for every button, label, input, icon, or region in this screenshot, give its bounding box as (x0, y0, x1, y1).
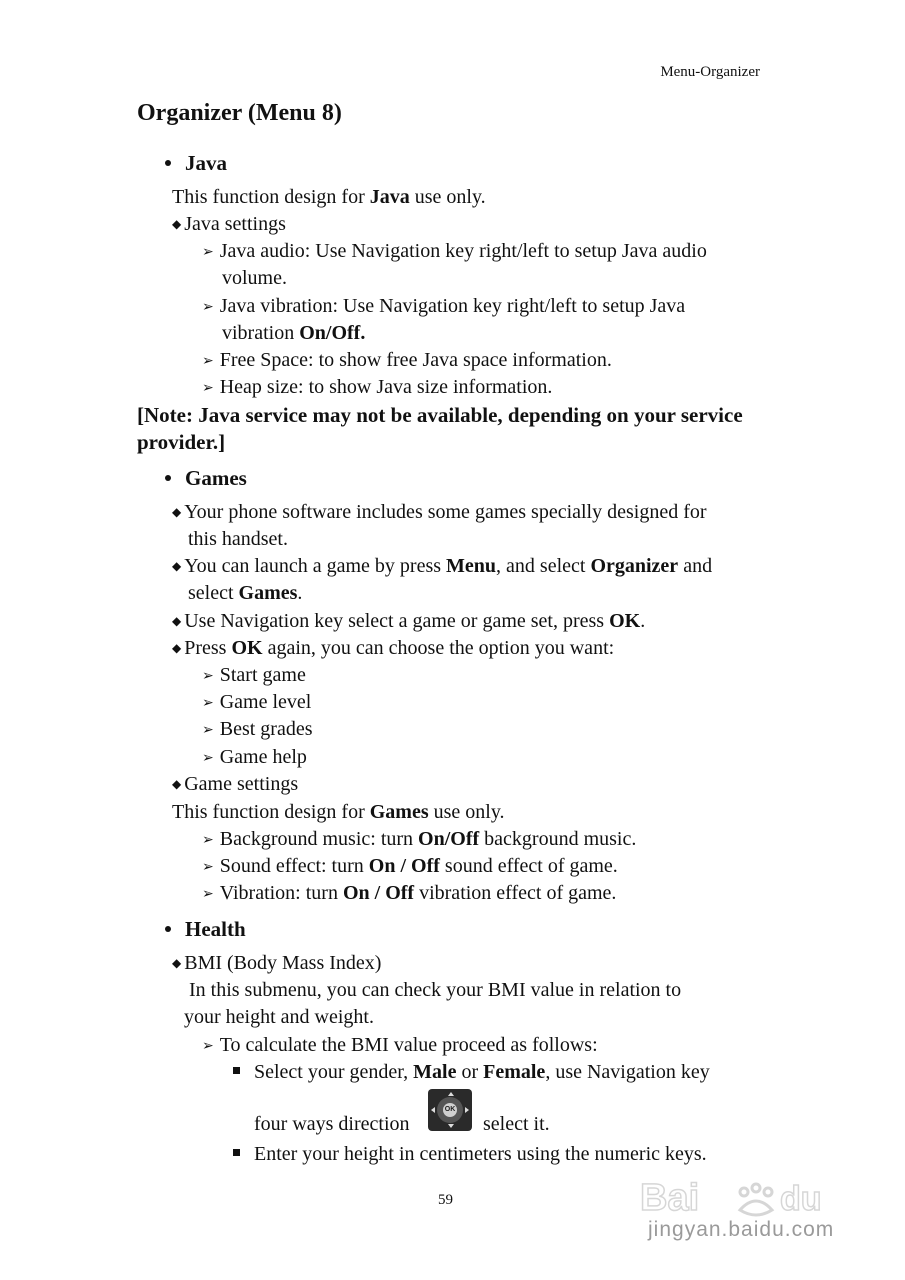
games-item-launch-cont: select Games. (188, 582, 303, 604)
bmi-calc-item: ➢ To calculate the BMI value proceed as follows: (202, 1032, 598, 1061)
java-heap-size-item: ➢ Heap size: to show Java size information. (202, 374, 552, 403)
page-title: Organizer (Menu 8) (137, 100, 342, 126)
game-settings-intro: This function design for Games use only. (172, 801, 505, 823)
java-note: [Note: Java service may not be available, depending on your service provider.] (137, 403, 743, 454)
bmi-direction-text-end: select it. (483, 1113, 550, 1135)
diamond-bullet-icon: ◆ (172, 505, 182, 519)
square-bullet-icon (233, 1149, 240, 1156)
bullet-dot-icon (165, 926, 171, 932)
square-bullet-icon (233, 1067, 240, 1074)
bmi-direction-text: four ways direction (254, 1113, 410, 1135)
bmi-gender-step: Select your gender, Male or Female, use Navigation key (233, 1059, 710, 1086)
diamond-bullet-icon: ◆ (172, 217, 182, 231)
game-background-music-item: ➢ Background music: turn On/Off background music. (202, 826, 636, 855)
page-number: 59 (438, 1192, 453, 1208)
games-item-navigate: ◆ Use Navigation key select a game or game set, press OK. (172, 608, 645, 637)
diamond-bullet-icon: ◆ (172, 956, 182, 970)
arrow-bullet-icon: ➢ (202, 245, 214, 260)
section-java: Java (165, 151, 227, 176)
games-item-launch: ◆ You can launch a game by press Menu, and select Organizer and (172, 553, 712, 582)
java-vibration-cont: vibration On/Off. (222, 322, 366, 344)
bmi-description: In this submenu, you can check your BMI value in relation to (189, 979, 682, 1001)
running-header: Menu-Organizer (660, 64, 760, 80)
arrow-bullet-icon: ➢ (202, 381, 214, 396)
games-item-press-ok: ◆ Press OK again, you can choose the option you want: (172, 635, 614, 664)
diamond-bullet-icon: ◆ (172, 614, 182, 628)
arrow-bullet-icon: ➢ (202, 723, 214, 738)
game-vibration-item: ➢ Vibration: turn On / Off vibration effect of game. (202, 880, 616, 909)
arrow-bullet-icon: ➢ (202, 751, 214, 766)
svg-text:Bai: Bai (640, 1177, 700, 1219)
diamond-bullet-icon: ◆ (172, 641, 182, 655)
svg-text:du: du (780, 1180, 822, 1218)
java-vibration-item: ➢ Java vibration: Use Navigation key right/left to setup Java (202, 293, 685, 322)
games-option: ➢ Game help (202, 744, 307, 773)
arrow-bullet-icon: ➢ (202, 354, 214, 369)
games-option: ➢ Game level (202, 689, 311, 718)
arrow-bullet-icon: ➢ (202, 833, 214, 848)
games-option: ➢ Best grades (202, 716, 313, 745)
game-sound-effect-item: ➢ Sound effect: turn On / Off sound effect of game. (202, 853, 618, 882)
arrow-bullet-icon: ➢ (202, 300, 214, 315)
arrow-bullet-icon: ➢ (202, 696, 214, 711)
java-free-space-item: ➢ Free Space: to show free Java space information. (202, 347, 612, 376)
java-audio-cont: volume. (222, 267, 287, 289)
arrow-bullet-icon: ➢ (202, 887, 214, 902)
games-option: ➢ Start game (202, 662, 306, 691)
game-settings-item: ◆ Game settings (172, 771, 298, 800)
arrow-bullet-icon: ➢ (202, 1039, 214, 1054)
watermark-url: jingyan.baidu.com (648, 1218, 835, 1241)
java-intro: This function design for Java use only. (172, 186, 486, 208)
bmi-item: ◆ BMI (Body Mass Index) (172, 950, 381, 979)
bmi-description-cont: your height and weight. (184, 1006, 374, 1028)
bullet-dot-icon (165, 475, 171, 481)
diamond-bullet-icon: ◆ (172, 559, 182, 573)
section-games: Games (165, 466, 247, 491)
java-audio-item: ➢ Java audio: Use Navigation key right/left to setup Java audio (202, 238, 707, 267)
diamond-bullet-icon: ◆ (172, 777, 182, 791)
games-item-software: ◆ Your phone software includes some games specially designed for (172, 499, 707, 528)
games-item-software-cont: this handset. (188, 528, 288, 550)
bmi-height-step: Enter your height in centimeters using the numeric keys. (233, 1141, 707, 1168)
arrow-bullet-icon: ➢ (202, 669, 214, 684)
bullet-dot-icon (165, 160, 171, 166)
section-health: Health (165, 917, 246, 942)
java-settings-item: ◆ Java settings (172, 211, 286, 240)
navigation-key-icon: OK (428, 1089, 472, 1131)
arrow-bullet-icon: ➢ (202, 860, 214, 875)
